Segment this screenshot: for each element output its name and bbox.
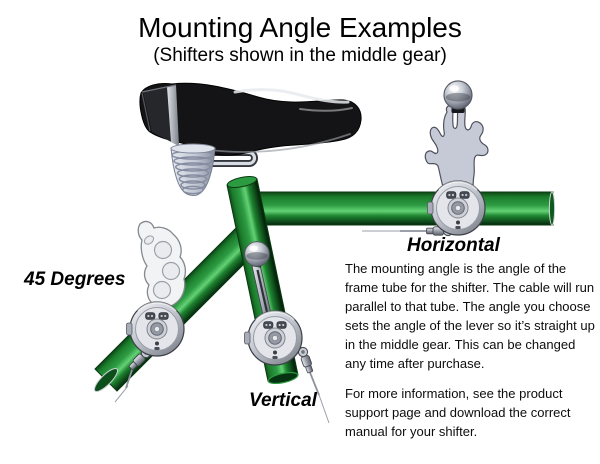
frame-tube-horizontal <box>240 192 555 225</box>
label-horizontal: Horizontal <box>407 235 500 256</box>
shifter-body <box>245 311 303 365</box>
page-title: Mounting Angle Examples <box>138 12 462 43</box>
flame-lever-icon <box>425 105 488 190</box>
label-vertical: Vertical <box>249 390 317 411</box>
ball-knob-icon <box>444 81 472 109</box>
saddle-spring <box>171 144 215 196</box>
ball-knob-icon <box>245 242 270 267</box>
label-45-degrees: 45 Degrees <box>24 269 126 290</box>
page-subtitle: (Shifters shown in the middle gear) <box>153 45 447 66</box>
description-paragraph-2: For more information, see the product support page and download the correct manual for your shifter. <box>345 386 571 439</box>
cable-fitting <box>297 346 315 374</box>
description-text <box>345 259 597 441</box>
description-paragraph-1: The mounting angle is the angle of the frame tube for the shifter. The cable will run parallel to that tube. The angle you choose sets the angle of the lever so it’s straight up in the middle gear. This can be changed any time after purchase. <box>345 261 595 371</box>
